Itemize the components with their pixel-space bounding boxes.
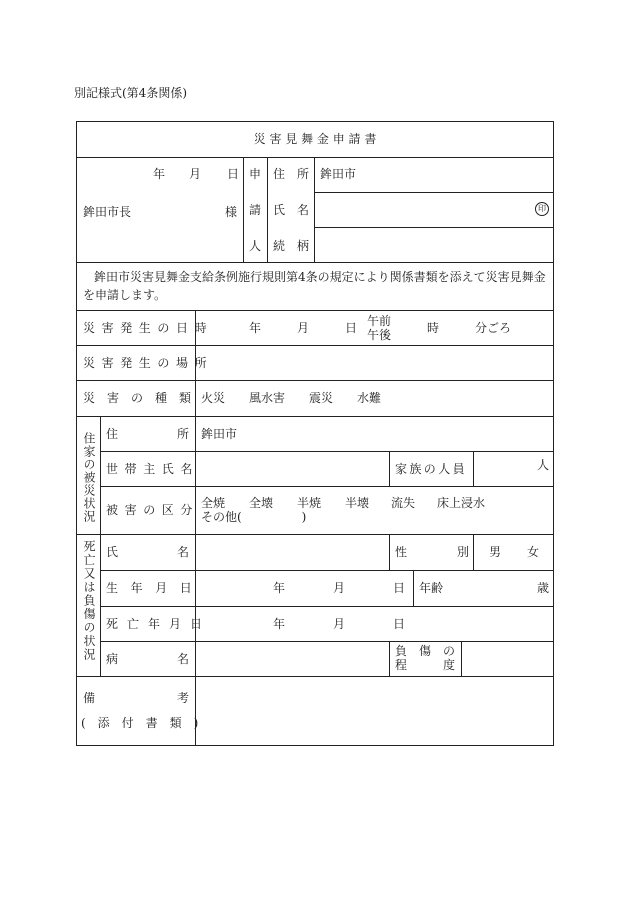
applicant-label-1: 申: [249, 167, 262, 181]
applicant-label-3: 人: [249, 239, 262, 253]
family-count-label: 家族の人員: [395, 462, 468, 476]
dt-pm: 午後: [367, 328, 392, 342]
age-label: 年齢: [419, 581, 444, 595]
addressee: 鉾田市長: [83, 205, 132, 219]
housing-address-label-2: 所: [177, 427, 190, 441]
damage-type-1: 全焼: [201, 496, 226, 510]
date-year: 年: [153, 167, 166, 181]
disaster-type-fire: 火災: [201, 391, 226, 405]
sex-male: 男: [489, 545, 502, 559]
remarks-label-2: 考: [177, 691, 190, 705]
age-unit: 歳: [537, 581, 550, 595]
dt-year: 年: [249, 321, 262, 335]
disaster-type-storm: 風水害: [249, 391, 286, 405]
form-style-header: 別記様式(第4条関係): [74, 86, 187, 100]
sex-female: 女: [527, 545, 540, 559]
remarks-label-1: 備: [83, 691, 96, 705]
illness-label-2: 名: [177, 652, 190, 666]
housing-address-value: 鉾田市: [201, 427, 238, 441]
address-value: 鉾田市: [320, 167, 357, 181]
seal-icon: 印: [535, 202, 549, 216]
disaster-type-water: 水難: [357, 391, 382, 405]
sex-label: 性: [395, 545, 408, 559]
attachments-label: ( 添 付 書 類 ): [81, 716, 199, 730]
birth-year: 年: [273, 581, 286, 595]
sex-label-2: 別: [457, 545, 470, 559]
dt-month: 月: [297, 321, 310, 335]
date-month: 月: [189, 167, 202, 181]
birth-date-label: 生年月日: [106, 581, 205, 595]
dt-am: 午前: [367, 314, 392, 328]
damage-type-3: 半焼: [297, 496, 322, 510]
damage-type-label: 被害の区分: [106, 503, 200, 517]
birth-month: 月: [333, 581, 346, 595]
applicant-label-2: 請: [249, 203, 262, 217]
dt-hour: 時: [427, 321, 440, 335]
disaster-type-quake: 震災: [309, 391, 334, 405]
dt-minute: 分ごろ: [475, 321, 512, 335]
name-label: 氏 名: [273, 203, 310, 217]
death-date-label: 死亡年月日: [106, 617, 212, 631]
death-month: 月: [333, 617, 346, 631]
disaster-place-label: 災害発生の場所: [83, 356, 214, 370]
application-form: [76, 121, 554, 746]
statement-line-1: 鉾田市災害見舞金支給条例施行規則第4条の規定により関係書類を添えて災害見舞金: [94, 270, 546, 284]
form-title: 災 害 見 舞 金 申 請 書: [253, 132, 377, 146]
casualty-group-label: 死亡又は負傷の状況: [82, 540, 96, 662]
victim-name-label: 氏: [106, 545, 119, 559]
dt-day: 日: [345, 321, 358, 335]
housing-group-label: 住家の被災状況: [82, 432, 96, 523]
victim-name-label-2: 名: [177, 545, 190, 559]
householder-label: 世帯主氏名: [106, 462, 200, 476]
date-day: 日: [227, 167, 240, 181]
death-year: 年: [273, 617, 286, 631]
address-label: 住 所: [273, 167, 310, 181]
damage-type-5: 流失: [391, 496, 416, 510]
disaster-type-label: 災 害 の 種 類: [83, 391, 192, 405]
family-unit: 人: [537, 458, 550, 472]
relation-label: 続 柄: [273, 239, 310, 253]
damage-type-4: 半壊: [345, 496, 370, 510]
honorific: 様: [225, 205, 238, 219]
damage-type-other: その他( ): [201, 510, 307, 524]
disaster-datetime-label: 災害発生の日時: [83, 321, 214, 335]
birth-day: 日: [393, 581, 406, 595]
damage-type-6: 床上浸水: [437, 496, 486, 510]
injury-degree-label-2: 程 度: [395, 658, 456, 672]
statement-line-2: を申請します。: [83, 288, 167, 302]
housing-address-label: 住: [106, 427, 119, 441]
death-day: 日: [393, 617, 406, 631]
injury-degree-label-1: 負 傷 の: [395, 644, 456, 658]
damage-type-2: 全壊: [249, 496, 274, 510]
illness-label: 病: [106, 652, 119, 666]
